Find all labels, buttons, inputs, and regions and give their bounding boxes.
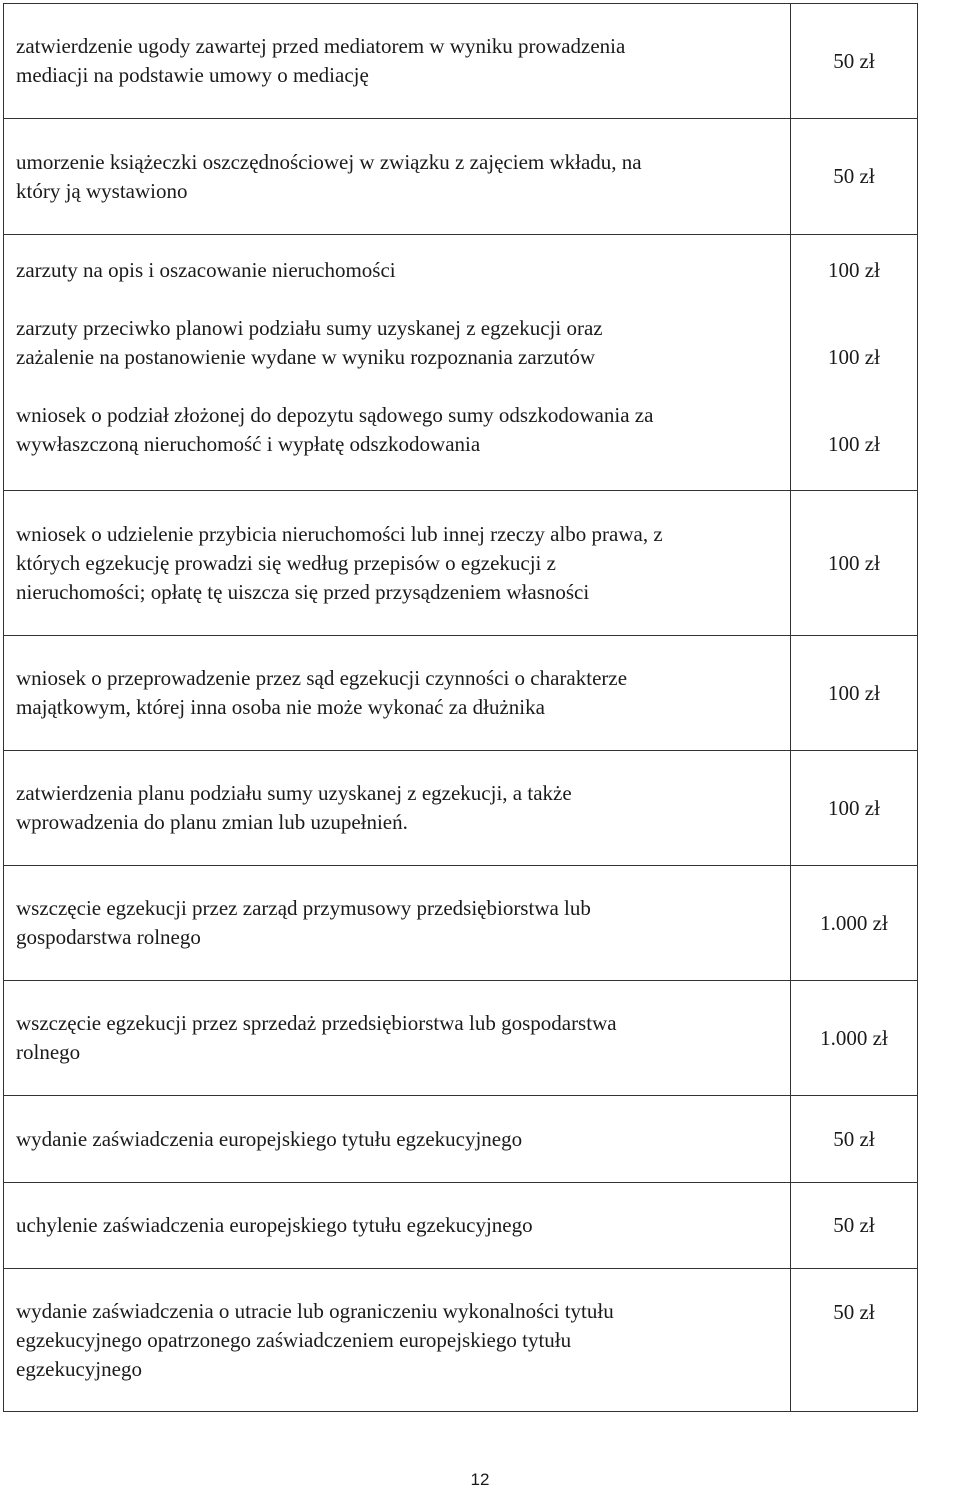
row-description — [4, 751, 791, 866]
description-line: zatwierdzenia planu podziału sumy uzyskanej z egzekucji, a także — [16, 781, 572, 805]
table-row — [4, 1183, 918, 1269]
description-line: wprowadzenia do planu zmian lub uzupełnień. — [16, 810, 408, 834]
row-description — [4, 1269, 791, 1412]
row-description-group — [4, 235, 791, 491]
table-row — [4, 866, 918, 981]
row-fee: 50 zł — [791, 1183, 918, 1269]
row-fee: 100 zł — [828, 258, 880, 282]
row-fee: 1.000 zł — [791, 981, 918, 1096]
row-description — [4, 981, 791, 1096]
description-line: uchylenie zaświadczenia europejskiego tytułu egzekucyjnego — [16, 1213, 533, 1237]
description-line: których egzekucję prowadzi się według przepisów o egzekucji z — [16, 550, 556, 575]
description-line: zarzuty na opis i oszacowanie nieruchomości — [16, 258, 396, 282]
description-line: wydanie zaświadczenia europejskiego tytułu egzekucyjnego — [16, 1126, 523, 1151]
table-row — [4, 4, 918, 119]
row-description — [4, 491, 791, 636]
row-fee: 100 zł — [828, 345, 880, 369]
description-line: egzekucyjnego — [16, 1356, 142, 1381]
row-fee-group — [791, 235, 918, 491]
description-line: umorzenie książeczki oszczędnościowej w związku z zajęciem wkładu, na — [16, 149, 642, 174]
row-description — [4, 119, 791, 235]
fee-table — [3, 3, 918, 1412]
row-fee: 50 zł — [791, 1096, 918, 1183]
row-description — [4, 1096, 791, 1183]
table-row — [4, 981, 918, 1096]
row-fee: 50 zł — [791, 1269, 918, 1412]
page-number: 12 — [470, 1470, 490, 1489]
description-line: wydanie zaświadczenia o utracie lub ograniczeniu wykonalności tytułu — [16, 1298, 614, 1323]
description-line: wniosek o podział złożonej do depozytu sądowego sumy odszkodowania za — [16, 403, 654, 427]
description-line: wywłaszczoną nieruchomość i wypłatę odszkodowania — [16, 432, 481, 456]
table-row — [4, 1269, 918, 1412]
row-description — [4, 866, 791, 981]
description-line: nieruchomości; opłatę tę uiszcza się przed przysądzeniem własności — [16, 579, 590, 604]
description-line: zatwierdzenie ugody zawartej przed mediatorem w wyniku prowadzenia — [16, 34, 626, 58]
description-line: zażalenie na postanowienie wydane w wyniku rozpoznania zarzutów — [16, 345, 596, 369]
table-row — [4, 491, 918, 636]
description-line: mediacji na podstawie umowy o mediację — [16, 63, 369, 87]
table-row — [4, 636, 918, 751]
description-line: egzekucyjnego opatrzonego zaświadczeniem europejskiego tytułu — [16, 1327, 572, 1352]
description-line: wszczęcie egzekucji przez sprzedaż przedsiębiorstwa lub gospodarstwa — [16, 1011, 617, 1035]
table-row — [4, 751, 918, 866]
row-description — [4, 1183, 791, 1269]
description-line: rolnego — [16, 1040, 81, 1064]
table-row — [4, 1096, 918, 1183]
table-row — [4, 235, 918, 491]
row-fee: 1.000 zł — [791, 866, 918, 981]
row-fee: 100 zł — [791, 751, 918, 866]
row-description — [4, 4, 791, 119]
table-row — [4, 119, 918, 235]
description-line: majątkowym, której inna osoba nie może wykonać za dłużnika — [16, 695, 545, 719]
row-fee: 50 zł — [791, 4, 918, 119]
description-line: wniosek o przeprowadzenie przez sąd egzekucji czynności o charakterze — [16, 666, 628, 690]
description-line: zarzuty przeciwko planowi podziału sumy uzyskanej z egzekucji oraz — [16, 316, 603, 340]
description-line: wszczęcie egzekucji przez zarząd przymusowy przedsiębiorstwa lub — [16, 896, 591, 920]
description-line: gospodarstwa rolnego — [16, 925, 201, 949]
row-fee: 100 zł — [791, 636, 918, 751]
row-fee: 50 zł — [791, 119, 918, 235]
description-line: wniosek o udzielenie przybicia nieruchomości lub innej rzeczy albo prawa, z — [16, 521, 663, 546]
row-fee: 100 zł — [791, 491, 918, 636]
row-fee: 100 zł — [828, 432, 880, 456]
description-line: który ją wystawiono — [16, 178, 188, 203]
row-description — [4, 636, 791, 751]
